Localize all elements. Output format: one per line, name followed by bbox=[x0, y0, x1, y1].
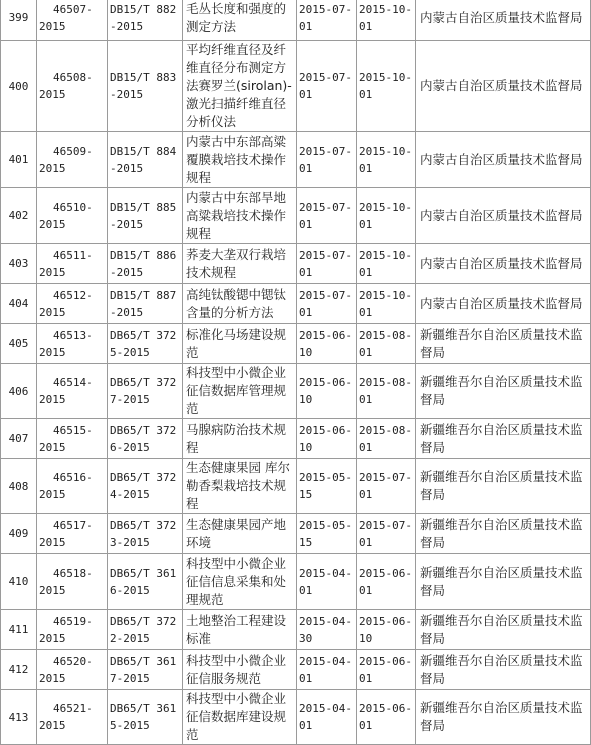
table-row bbox=[1, 419, 591, 459]
seq-cell bbox=[1, 41, 37, 132]
standard-name-cell bbox=[183, 419, 297, 459]
implement-date-cell bbox=[357, 324, 416, 364]
standard-code-cell bbox=[108, 244, 183, 284]
seq-cell-text: 400 bbox=[8, 79, 29, 93]
standard-number-cell-text: 46518- 2015 bbox=[39, 566, 93, 597]
issue-date-cell-text: 2015-07-01 bbox=[299, 200, 352, 231]
department-cell bbox=[416, 244, 591, 284]
standard-code-cell bbox=[108, 324, 183, 364]
issue-date-cell bbox=[297, 284, 357, 324]
seq-cell bbox=[1, 284, 37, 324]
issue-date-cell-text: 2015-06-10 bbox=[299, 423, 352, 454]
standard-number-cell bbox=[37, 690, 108, 745]
standard-name-cell bbox=[183, 364, 297, 419]
standard-number-cell bbox=[37, 554, 108, 610]
seq-cell bbox=[1, 419, 37, 459]
standard-name-cell-text: 生态健康果园 库尔勒香梨栽培技术规程 bbox=[186, 460, 290, 511]
seq-cell bbox=[1, 459, 37, 514]
standard-code-cell-text: DB65/T 3723-2015 bbox=[110, 518, 177, 549]
table-row bbox=[1, 244, 591, 284]
standard-code-cell bbox=[108, 514, 183, 554]
table-row bbox=[1, 324, 591, 364]
table-row bbox=[1, 364, 591, 419]
standard-number-cell-text: 46513- 2015 bbox=[39, 328, 93, 359]
standard-number-cell bbox=[37, 650, 108, 690]
implement-date-cell-text: 2015-10-01 bbox=[359, 2, 412, 33]
department-cell-text: 新疆维吾尔自治区质量技术监督局 bbox=[420, 374, 583, 407]
standard-name-cell-text: 荞麦大垄双行栽培技术规程 bbox=[186, 246, 287, 280]
seq-cell-text: 408 bbox=[8, 479, 29, 493]
standard-number-cell bbox=[37, 132, 108, 188]
standard-name-cell bbox=[183, 0, 297, 41]
seq-cell-text: 402 bbox=[8, 209, 29, 222]
department-cell-text: 新疆维吾尔自治区质量技术监督局 bbox=[420, 612, 583, 646]
implement-date-cell-text: 2015-07-01 bbox=[359, 471, 412, 501]
issue-date-cell bbox=[297, 41, 357, 132]
seq-cell-text: 399 bbox=[8, 11, 29, 24]
seq-cell-text: 406 bbox=[8, 384, 29, 398]
implement-date-cell bbox=[357, 244, 416, 284]
department-cell bbox=[416, 0, 591, 41]
issue-date-cell-text: 2015-06-10 bbox=[299, 376, 352, 406]
department-cell-text: 新疆维吾尔自治区质量技术监督局 bbox=[420, 564, 583, 598]
department-cell bbox=[416, 514, 591, 554]
standard-code-cell-text: DB15/T 882-2015 bbox=[110, 2, 177, 33]
standard-code-cell-text: DB15/T 885-2015 bbox=[110, 200, 177, 231]
issue-date-cell-text: 2015-07-01 bbox=[299, 288, 352, 319]
standard-name-cell bbox=[183, 554, 297, 610]
table-row bbox=[1, 610, 591, 650]
standard-name-cell-text: 科技型中小微企业征信信息采集和处理规范 bbox=[186, 555, 287, 607]
department-cell-text: 新疆维吾尔自治区质量技术监督局 bbox=[420, 421, 583, 455]
department-cell-text: 内蒙古自治区质量技术监督局 bbox=[420, 255, 583, 271]
seq-cell bbox=[1, 364, 37, 419]
issue-date-cell bbox=[297, 650, 357, 690]
implement-date-cell bbox=[357, 610, 416, 650]
standard-code-cell bbox=[108, 0, 183, 41]
standard-name-cell bbox=[183, 284, 297, 324]
seq-cell bbox=[1, 188, 37, 244]
issue-date-cell-text: 2015-04-30 bbox=[299, 614, 352, 645]
table-row bbox=[1, 690, 591, 745]
table-row bbox=[1, 188, 591, 244]
standard-code-cell bbox=[108, 650, 183, 690]
implement-date-cell bbox=[357, 0, 416, 41]
standard-number-cell-text: 46511- 2015 bbox=[39, 248, 93, 279]
standard-code-cell bbox=[108, 419, 183, 459]
seq-cell-text: 409 bbox=[8, 527, 29, 540]
department-cell-text: 新疆维吾尔自治区质量技术监督局 bbox=[420, 516, 583, 550]
department-cell bbox=[416, 364, 591, 419]
standard-code-cell-text: DB65/T 3616-2015 bbox=[110, 566, 177, 597]
standard-name-cell-text: 生态健康果园产地环境 bbox=[186, 516, 287, 550]
issue-date-cell bbox=[297, 554, 357, 610]
issue-date-cell bbox=[297, 188, 357, 244]
standard-name-cell-text: 土地整治工程建设标准 bbox=[186, 612, 287, 646]
department-cell-text: 内蒙古自治区质量技术监督局 bbox=[420, 151, 583, 167]
implement-date-cell-text: 2015-10-01 bbox=[359, 144, 412, 175]
standard-name-cell-text: 马腺病防治技术规程 bbox=[186, 421, 287, 455]
standard-name-cell-text: 标准化马场建设规范 bbox=[186, 326, 287, 360]
seq-cell bbox=[1, 514, 37, 554]
implement-date-cell-text: 2015-08-01 bbox=[359, 376, 412, 406]
implement-date-cell bbox=[357, 419, 416, 459]
department-cell-text: 内蒙古自治区质量技术监督局 bbox=[420, 9, 583, 25]
standard-number-cell-text: 46517- 2015 bbox=[39, 518, 93, 549]
standard-code-cell-text: DB15/T 884-2015 bbox=[110, 144, 177, 175]
issue-date-cell-text: 2015-04-01 bbox=[299, 702, 352, 732]
table-row bbox=[1, 0, 591, 41]
seq-cell bbox=[1, 554, 37, 610]
standard-name-cell-text: 科技型中小微企业征信数据库管理规范 bbox=[186, 365, 287, 416]
standard-code-cell bbox=[108, 459, 183, 514]
implement-date-cell-text: 2015-06-01 bbox=[359, 654, 412, 685]
standard-code-cell-text: DB65/T 3615-2015 bbox=[110, 702, 177, 732]
department-cell-text: 新疆维吾尔自治区质量技术监督局 bbox=[420, 326, 583, 360]
standard-name-cell-text: 内蒙古中东部旱地高粱栽培技术操作规程 bbox=[186, 189, 287, 241]
standard-number-cell bbox=[37, 284, 108, 324]
issue-date-cell-text: 2015-07-01 bbox=[299, 144, 352, 175]
issue-date-cell-text: 2015-07-01 bbox=[299, 2, 352, 33]
standard-number-cell-text: 46507- 2015 bbox=[39, 2, 93, 33]
issue-date-cell bbox=[297, 690, 357, 745]
department-cell bbox=[416, 284, 591, 324]
standard-number-cell bbox=[37, 324, 108, 364]
standard-name-cell bbox=[183, 650, 297, 690]
standard-name-cell bbox=[183, 188, 297, 244]
issue-date-cell bbox=[297, 324, 357, 364]
issue-date-cell bbox=[297, 0, 357, 41]
seq-cell bbox=[1, 690, 37, 745]
standard-number-cell bbox=[37, 364, 108, 419]
standard-code-cell bbox=[108, 554, 183, 610]
issue-date-cell-text: 2015-04-01 bbox=[299, 566, 352, 597]
standard-number-cell-text: 46508- 2015 bbox=[39, 71, 93, 101]
seq-cell-text: 403 bbox=[8, 257, 29, 270]
department-cell-text: 新疆维吾尔自治区质量技术监督局 bbox=[420, 700, 583, 733]
department-cell bbox=[416, 132, 591, 188]
department-cell-text: 内蒙古自治区质量技术监督局 bbox=[420, 207, 583, 223]
standard-number-cell bbox=[37, 244, 108, 284]
implement-date-cell bbox=[357, 364, 416, 419]
implement-date-cell-text: 2015-06-10 bbox=[359, 614, 412, 645]
standard-name-cell bbox=[183, 41, 297, 132]
seq-cell-text: 404 bbox=[8, 297, 29, 310]
seq-cell bbox=[1, 650, 37, 690]
table-row bbox=[1, 514, 591, 554]
standard-code-cell-text: DB15/T 883-2015 bbox=[110, 71, 177, 101]
standard-name-cell-text: 内蒙古中东部高粱覆膜栽培技术操作规程 bbox=[186, 133, 287, 185]
standard-name-cell bbox=[183, 459, 297, 514]
standard-name-cell-text: 平均纤维直径及纤维直径分布测定方法赛罗兰(sirolan)-激光扫描纤维直径分析仪法 bbox=[186, 42, 292, 129]
table-row bbox=[1, 459, 591, 514]
issue-date-cell-text: 2015-05-15 bbox=[299, 471, 352, 501]
seq-cell-text: 401 bbox=[8, 153, 29, 166]
standard-number-cell bbox=[37, 514, 108, 554]
standard-code-cell-text: DB65/T 3726-2015 bbox=[110, 423, 177, 454]
department-cell-text: 新疆维吾尔自治区质量技术监督局 bbox=[420, 652, 583, 686]
issue-date-cell bbox=[297, 132, 357, 188]
department-cell-text: 内蒙古自治区质量技术监督局 bbox=[420, 295, 583, 311]
department-cell-text: 新疆维吾尔自治区质量技术监督局 bbox=[420, 469, 583, 502]
standard-code-cell bbox=[108, 132, 183, 188]
department-cell bbox=[416, 419, 591, 459]
seq-cell-text: 410 bbox=[8, 575, 29, 588]
department-cell bbox=[416, 41, 591, 132]
implement-date-cell-text: 2015-10-01 bbox=[359, 200, 412, 231]
standard-number-cell bbox=[37, 610, 108, 650]
standard-name-cell bbox=[183, 132, 297, 188]
standard-number-cell bbox=[37, 0, 108, 41]
implement-date-cell-text: 2015-08-01 bbox=[359, 423, 412, 454]
standard-code-cell bbox=[108, 690, 183, 745]
standard-number-cell-text: 46509- 2015 bbox=[39, 144, 93, 175]
seq-cell-text: 412 bbox=[8, 663, 29, 676]
department-cell bbox=[416, 459, 591, 514]
implement-date-cell bbox=[357, 514, 416, 554]
seq-cell bbox=[1, 324, 37, 364]
seq-cell-text: 413 bbox=[8, 710, 29, 724]
standard-number-cell-text: 46514- 2015 bbox=[39, 376, 93, 406]
implement-date-cell bbox=[357, 41, 416, 132]
issue-date-cell bbox=[297, 419, 357, 459]
standard-number-cell-text: 46512- 2015 bbox=[39, 288, 93, 319]
table-row bbox=[1, 41, 591, 132]
issue-date-cell bbox=[297, 364, 357, 419]
implement-date-cell bbox=[357, 459, 416, 514]
standard-number-cell-text: 46516- 2015 bbox=[39, 471, 93, 501]
implement-date-cell bbox=[357, 132, 416, 188]
standard-code-cell-text: DB65/T 3724-2015 bbox=[110, 471, 177, 501]
standard-name-cell-text: 科技型中小微企业征信服务规范 bbox=[186, 652, 287, 686]
standard-code-cell-text: DB65/T 3725-2015 bbox=[110, 328, 177, 359]
issue-date-cell bbox=[297, 459, 357, 514]
standard-name-cell bbox=[183, 244, 297, 284]
standard-code-cell bbox=[108, 610, 183, 650]
implement-date-cell-text: 2015-06-01 bbox=[359, 566, 412, 597]
issue-date-cell-text: 2015-04-01 bbox=[299, 654, 352, 685]
table-row bbox=[1, 650, 591, 690]
implement-date-cell-text: 2015-07-01 bbox=[359, 518, 412, 549]
seq-cell bbox=[1, 244, 37, 284]
issue-date-cell-text: 2015-06-10 bbox=[299, 328, 352, 359]
implement-date-cell bbox=[357, 690, 416, 745]
department-cell bbox=[416, 610, 591, 650]
standard-name-cell bbox=[183, 690, 297, 745]
seq-cell-text: 405 bbox=[8, 337, 29, 350]
standard-code-cell-text: DB65/T 3722-2015 bbox=[110, 614, 177, 645]
standard-code-cell bbox=[108, 284, 183, 324]
standard-number-cell bbox=[37, 188, 108, 244]
standard-number-cell-text: 46515- 2015 bbox=[39, 423, 93, 454]
standard-number-cell bbox=[37, 459, 108, 514]
department-cell-text: 内蒙古自治区质量技术监督局 bbox=[420, 78, 583, 93]
issue-date-cell bbox=[297, 244, 357, 284]
table-row bbox=[1, 554, 591, 610]
standard-name-cell-text: 高纯钛酸锶中锶钛含量的分析方法 bbox=[186, 286, 287, 320]
seq-cell bbox=[1, 0, 37, 41]
seq-cell-text: 411 bbox=[8, 623, 29, 636]
implement-date-cell bbox=[357, 188, 416, 244]
seq-cell-text: 407 bbox=[8, 432, 29, 445]
implement-date-cell-text: 2015-08-01 bbox=[359, 328, 412, 359]
standard-name-cell-text: 毛丛长度和强度的测定方法 bbox=[186, 0, 287, 34]
standard-name-cell-text: 科技型中小微企业征信数据库建设规范 bbox=[186, 691, 287, 742]
standard-number-cell-text: 46521- 2015 bbox=[39, 702, 93, 732]
seq-cell bbox=[1, 132, 37, 188]
department-cell bbox=[416, 188, 591, 244]
implement-date-cell-text: 2015-06-01 bbox=[359, 702, 412, 732]
table-row bbox=[1, 132, 591, 188]
seq-cell bbox=[1, 610, 37, 650]
implement-date-cell bbox=[357, 554, 416, 610]
standard-code-cell bbox=[108, 364, 183, 419]
issue-date-cell bbox=[297, 514, 357, 554]
standard-code-cell bbox=[108, 41, 183, 132]
department-cell bbox=[416, 324, 591, 364]
table-body bbox=[1, 0, 591, 745]
table-row bbox=[1, 284, 591, 324]
standard-code-cell-text: DB15/T 887-2015 bbox=[110, 288, 177, 319]
standard-number-cell bbox=[37, 419, 108, 459]
implement-date-cell-text: 2015-10-01 bbox=[359, 248, 412, 279]
standard-number-cell-text: 46519- 2015 bbox=[39, 614, 93, 645]
standard-number-cell-text: 46510- 2015 bbox=[39, 200, 93, 231]
standard-number-cell bbox=[37, 41, 108, 132]
standard-code-cell-text: DB65/T 3617-2015 bbox=[110, 654, 177, 685]
implement-date-cell bbox=[357, 284, 416, 324]
issue-date-cell bbox=[297, 610, 357, 650]
standard-number-cell-text: 46520- 2015 bbox=[39, 654, 93, 685]
standard-name-cell bbox=[183, 324, 297, 364]
standard-code-cell-text: DB15/T 886-2015 bbox=[110, 248, 177, 279]
standard-code-cell-text: DB65/T 3727-2015 bbox=[110, 376, 177, 406]
implement-date-cell-text: 2015-10-01 bbox=[359, 288, 412, 319]
standard-code-cell bbox=[108, 188, 183, 244]
issue-date-cell-text: 2015-07-01 bbox=[299, 248, 352, 279]
department-cell bbox=[416, 554, 591, 610]
department-cell bbox=[416, 690, 591, 745]
issue-date-cell-text: 2015-05-15 bbox=[299, 518, 352, 549]
department-cell bbox=[416, 650, 591, 690]
issue-date-cell-text: 2015-07-01 bbox=[299, 71, 352, 101]
standard-name-cell bbox=[183, 514, 297, 554]
implement-date-cell bbox=[357, 650, 416, 690]
implement-date-cell-text: 2015-10-01 bbox=[359, 71, 412, 101]
standard-name-cell bbox=[183, 610, 297, 650]
